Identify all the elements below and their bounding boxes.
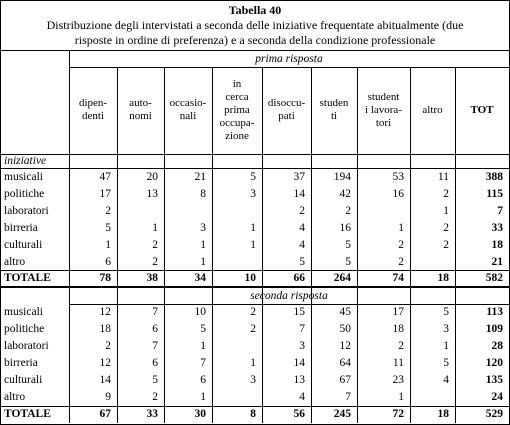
table1-cell: 37 bbox=[293, 171, 305, 183]
table2-cell: 17 bbox=[392, 306, 404, 318]
column-header: TOT bbox=[470, 103, 494, 116]
row-label: laboratori bbox=[4, 205, 49, 217]
total1-cell: 74 bbox=[392, 272, 404, 284]
column-header: auto- nomi bbox=[129, 97, 152, 122]
table1-cell: 21 bbox=[194, 171, 206, 183]
table1-cell: 2 bbox=[299, 205, 305, 217]
table1-cell: 1 bbox=[105, 239, 111, 251]
table1-cell: 1 bbox=[200, 256, 206, 268]
table1-cell: 1 bbox=[200, 239, 206, 251]
table1-cell: 1 bbox=[443, 205, 449, 217]
rows-label: iniziative bbox=[4, 155, 47, 167]
table2-cell: 5 bbox=[443, 306, 449, 318]
total2-cell: 67 bbox=[99, 408, 111, 420]
table1-cell: 4 bbox=[299, 222, 305, 234]
row-label: altro bbox=[4, 391, 26, 403]
table2-cell: 109 bbox=[485, 323, 503, 335]
table2-cell: 3 bbox=[299, 340, 305, 352]
total1-cell: 78 bbox=[99, 272, 111, 284]
total-label: TOTALE bbox=[4, 408, 51, 420]
table2-cell: 12 bbox=[339, 340, 351, 352]
table1-cell: 16 bbox=[339, 222, 351, 234]
table1-cell: 194 bbox=[333, 171, 351, 183]
section-heading-second: seconda risposta bbox=[250, 290, 328, 302]
table1-cell: 1 bbox=[250, 222, 256, 234]
rule-below-total-1 bbox=[0, 286, 509, 288]
table2-cell: 9 bbox=[105, 391, 111, 403]
table2-cell: 50 bbox=[339, 323, 351, 335]
total1-cell: 582 bbox=[485, 272, 503, 284]
table1-cell: 5 bbox=[345, 256, 351, 268]
row-label: politiche bbox=[4, 323, 45, 335]
total-label: TOTALE bbox=[4, 272, 51, 284]
table1-cell: 14 bbox=[293, 188, 305, 200]
table1-cell: 47 bbox=[99, 171, 111, 183]
table1-cell: 3 bbox=[200, 222, 206, 234]
total2-cell: 30 bbox=[194, 408, 206, 420]
rule-under-second-section bbox=[69, 304, 509, 305]
table1-cell: 2 bbox=[443, 222, 449, 234]
table1-cell: 8 bbox=[200, 188, 206, 200]
table2-cell: 18 bbox=[99, 323, 111, 335]
column-header: occasio- nali bbox=[169, 97, 207, 122]
table1-cell: 5 bbox=[345, 239, 351, 251]
rule-header-bottom bbox=[0, 154, 509, 155]
table2-cell: 1 bbox=[398, 391, 404, 403]
column-header: studen ti bbox=[319, 97, 349, 122]
row-label: musicali bbox=[4, 306, 43, 318]
table2-cell: 18 bbox=[392, 323, 404, 335]
table2-cell: 10 bbox=[194, 306, 206, 318]
table2-cell: 2 bbox=[152, 391, 158, 403]
total2-cell: 8 bbox=[250, 408, 256, 420]
table2-cell: 12 bbox=[99, 306, 111, 318]
table1-cell: 2 bbox=[443, 188, 449, 200]
table1-cell: 7 bbox=[497, 205, 503, 217]
row-label: politiche bbox=[4, 188, 45, 200]
row-label: culturali bbox=[4, 374, 43, 386]
table2-cell: 45 bbox=[339, 306, 351, 318]
table2-cell: 135 bbox=[485, 374, 503, 386]
table1-cell: 1 bbox=[398, 222, 404, 234]
table2-cell: 1 bbox=[443, 340, 449, 352]
table2-cell: 7 bbox=[152, 306, 158, 318]
row-label: laboratori bbox=[4, 340, 49, 352]
table2-cell: 6 bbox=[200, 374, 206, 386]
table2-cell: 113 bbox=[486, 306, 503, 318]
table1-cell: 115 bbox=[486, 188, 503, 200]
rule-above-total-2 bbox=[0, 406, 509, 407]
table2-cell: 13 bbox=[293, 374, 305, 386]
table1-cell: 6 bbox=[105, 256, 111, 268]
table2-cell: 4 bbox=[443, 374, 449, 386]
total1-cell: 34 bbox=[194, 272, 206, 284]
table2-cell: 67 bbox=[339, 374, 351, 386]
table2-cell: 6 bbox=[152, 357, 158, 369]
total1-cell: 66 bbox=[293, 272, 305, 284]
table2-cell: 1 bbox=[200, 340, 206, 352]
table2-cell: 15 bbox=[293, 306, 305, 318]
table1-cell: 17 bbox=[99, 188, 111, 200]
table2-cell: 23 bbox=[392, 374, 404, 386]
table1-cell: 5 bbox=[250, 171, 256, 183]
table2-cell: 3 bbox=[250, 374, 256, 386]
table1-cell: 2 bbox=[398, 239, 404, 251]
rule-top bbox=[0, 50, 509, 51]
table1-cell: 5 bbox=[105, 222, 111, 234]
table2-cell: 1 bbox=[250, 357, 256, 369]
table2-cell: 11 bbox=[392, 357, 404, 369]
table2-cell: 14 bbox=[99, 374, 111, 386]
total2-cell: 245 bbox=[333, 408, 351, 420]
total2-cell: 56 bbox=[293, 408, 305, 420]
table1-cell: 13 bbox=[146, 188, 158, 200]
table1-cell: 53 bbox=[392, 171, 404, 183]
table2-cell: 7 bbox=[345, 391, 351, 403]
table1-cell: 5 bbox=[299, 256, 305, 268]
column-header: altro bbox=[422, 103, 443, 116]
column-header: in cerca prima occupa- zione bbox=[219, 77, 255, 142]
total2-cell: 529 bbox=[485, 408, 503, 420]
column-divider bbox=[455, 67, 456, 423]
row-label: birreria bbox=[4, 222, 38, 234]
row-label: culturali bbox=[4, 239, 43, 251]
total2-cell: 18 bbox=[437, 408, 449, 420]
table1-cell: 42 bbox=[339, 188, 351, 200]
total1-cell: 10 bbox=[244, 272, 256, 284]
total2-cell: 72 bbox=[392, 408, 404, 420]
total1-cell: 18 bbox=[437, 272, 449, 284]
table1-cell: 16 bbox=[392, 188, 404, 200]
table-title: Tabella 40 bbox=[228, 3, 282, 17]
row-label: birreria bbox=[4, 357, 38, 369]
rule-under-rows-label bbox=[0, 168, 509, 169]
table1-cell: 21 bbox=[491, 256, 503, 268]
table2-cell: 7 bbox=[200, 357, 206, 369]
table2-cell: 5 bbox=[200, 323, 206, 335]
rule-under-first-section bbox=[69, 67, 509, 68]
table2-cell: 28 bbox=[491, 340, 503, 352]
table1-cell: 2 bbox=[152, 239, 158, 251]
table1-cell: 11 bbox=[437, 171, 449, 183]
table2-cell: 6 bbox=[152, 323, 158, 335]
table2-cell: 7 bbox=[299, 323, 305, 335]
table2-cell: 64 bbox=[339, 357, 351, 369]
table1-cell: 2 bbox=[398, 256, 404, 268]
table1-cell: 4 bbox=[299, 239, 305, 251]
table2-cell: 3 bbox=[443, 323, 449, 335]
total1-cell: 38 bbox=[146, 272, 158, 284]
table1-cell: 388 bbox=[485, 171, 503, 183]
rule-above-total-1 bbox=[0, 270, 509, 271]
table2-cell: 2 bbox=[105, 340, 111, 352]
table2-cell: 1 bbox=[200, 391, 206, 403]
section-heading-first: prima risposta bbox=[255, 53, 323, 65]
table1-cell: 2 bbox=[443, 239, 449, 251]
total1-cell: 264 bbox=[333, 272, 351, 284]
table2-cell: 2 bbox=[398, 340, 404, 352]
table2-cell: 5 bbox=[443, 357, 449, 369]
table1-cell: 2 bbox=[105, 205, 111, 217]
table1-cell: 18 bbox=[491, 239, 503, 251]
table2-cell: 2 bbox=[250, 306, 256, 318]
table2-cell: 4 bbox=[299, 391, 305, 403]
table2-cell: 2 bbox=[250, 323, 256, 335]
row-label: altro bbox=[4, 256, 26, 268]
total2-cell: 33 bbox=[146, 408, 158, 420]
table2-cell: 5 bbox=[152, 374, 158, 386]
table1-cell: 1 bbox=[250, 239, 256, 251]
row-label: musicali bbox=[4, 171, 43, 183]
table1-cell: 2 bbox=[345, 205, 351, 217]
table2-cell: 24 bbox=[491, 391, 503, 403]
caption-line-1: Distribuzione degli intervistati a seconda delle iniziative frequentate abitualmente (due bbox=[46, 18, 464, 32]
column-header: student i lavora- tori bbox=[365, 90, 402, 129]
table1-cell: 33 bbox=[491, 222, 503, 234]
caption-line-2: risposte in ordine di preferenza) e a seconda della condizione professionale bbox=[74, 33, 436, 47]
table-caption bbox=[0, 3, 510, 48]
table2-cell: 7 bbox=[152, 340, 158, 352]
table2-cell: 120 bbox=[485, 357, 503, 369]
table1-cell: 20 bbox=[146, 171, 158, 183]
column-header: disoccu- pati bbox=[267, 97, 306, 122]
column-header: dipen- denti bbox=[78, 97, 108, 122]
table2-cell: 12 bbox=[99, 357, 111, 369]
table1-cell: 3 bbox=[250, 188, 256, 200]
table2-cell: 14 bbox=[293, 357, 305, 369]
table1-cell: 2 bbox=[152, 256, 158, 268]
table1-cell: 1 bbox=[152, 222, 158, 234]
